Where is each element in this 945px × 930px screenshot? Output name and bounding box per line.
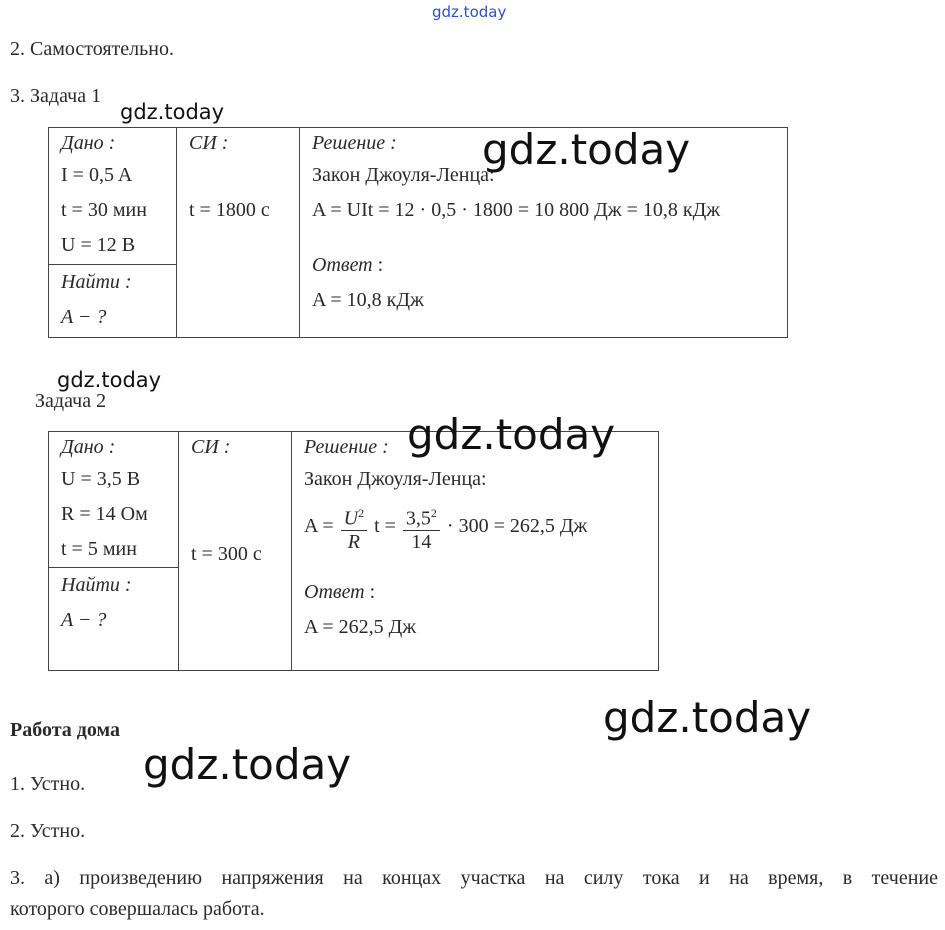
homework-item-3-line-2: которого совершалась работа. <box>10 898 265 920</box>
task-1-find-header: Найти : <box>61 271 132 293</box>
task-2-solution-header: Решение : <box>304 436 389 458</box>
homework-item-2: 2. Устно. <box>10 820 86 842</box>
task-1-label: 3. Задача 1 <box>10 85 102 107</box>
task-2-find: A − ? <box>61 609 107 631</box>
task-1-given-cell <box>49 128 177 265</box>
task-2-label: Задача 2 <box>35 390 107 412</box>
task-2-si-cell <box>179 432 292 671</box>
task-1-answer: A = 10,8 кДж <box>312 289 424 311</box>
task-2-given-1: R = 14 Ом <box>61 503 148 525</box>
task-1-find-cell <box>49 265 177 338</box>
task-1-given-0: I = 0,5 A <box>61 164 133 186</box>
task-2-answer: A = 262,5 Дж <box>304 616 417 638</box>
task-2-given-2: t = 5 мин <box>61 538 137 560</box>
task-2-law: Закон Джоуля-Ленца: <box>304 468 487 490</box>
homework-title: Работа дома <box>10 719 120 741</box>
task-1-given-2: U = 12 В <box>61 234 136 256</box>
watermark-4: gdz.today <box>407 410 616 459</box>
watermark-5: gdz.today <box>603 693 812 742</box>
task-2-given-cell <box>49 432 179 568</box>
task-1-find: A − ? <box>61 306 107 328</box>
task-2-solution-cell <box>292 432 659 671</box>
task-1-answer-header: Ответ : <box>312 254 384 276</box>
task-2-si-value: t = 300 с <box>191 543 262 565</box>
fraction-values: $\frac{3,5^2}{14}$ <box>403 502 440 553</box>
task-2-find-header: Найти : <box>61 574 132 596</box>
task-2-formula: A = $\frac{U^2}{R}$ t = $\frac{3,5^2}{14}$ · 300 = 262,5 Дж <box>304 497 658 555</box>
task-1-given-1: t = 30 мин <box>61 199 147 221</box>
task-2-given-0: U = 3,5 В <box>61 468 141 490</box>
task-1-solution-header: Решение : <box>312 132 397 154</box>
task-2-given-header: Дано : <box>61 436 116 458</box>
task-1-law: Закон Джоуля-Ленца: <box>312 164 495 186</box>
watermark-6: gdz.today <box>143 740 352 789</box>
task-1-si-cell <box>177 128 300 338</box>
watermark-3: gdz.today <box>57 368 162 392</box>
task-1-si-header: СИ : <box>189 132 229 154</box>
fraction-u2-over-r: $\frac{U^2}{R}$ <box>341 502 367 553</box>
homework-item-3-line-1: 3. а) произведению напряжения на концах участка на силу тока и на время, в течение <box>10 867 938 889</box>
task-1-formula: A = UIt = 12 · 0,5 · 1800 = 10 800 Дж = 10,8 кДж <box>312 199 721 221</box>
watermark-1: gdz.today <box>120 100 225 124</box>
task-2-find-cell <box>49 568 179 671</box>
watermark-top: gdz.today <box>432 3 507 21</box>
homework-item-1: 1. Устно. <box>10 773 86 795</box>
watermark-2: gdz.today <box>482 125 691 174</box>
task-1-si-value: t = 1800 с <box>189 199 270 221</box>
task-1-given-header: Дано : <box>61 132 116 154</box>
task-2-answer-header: Ответ : <box>304 581 376 603</box>
task-2-table <box>48 431 659 671</box>
item-2-text: 2. Самостоятельно. <box>10 38 174 60</box>
task-2-si-header: СИ : <box>191 436 231 458</box>
